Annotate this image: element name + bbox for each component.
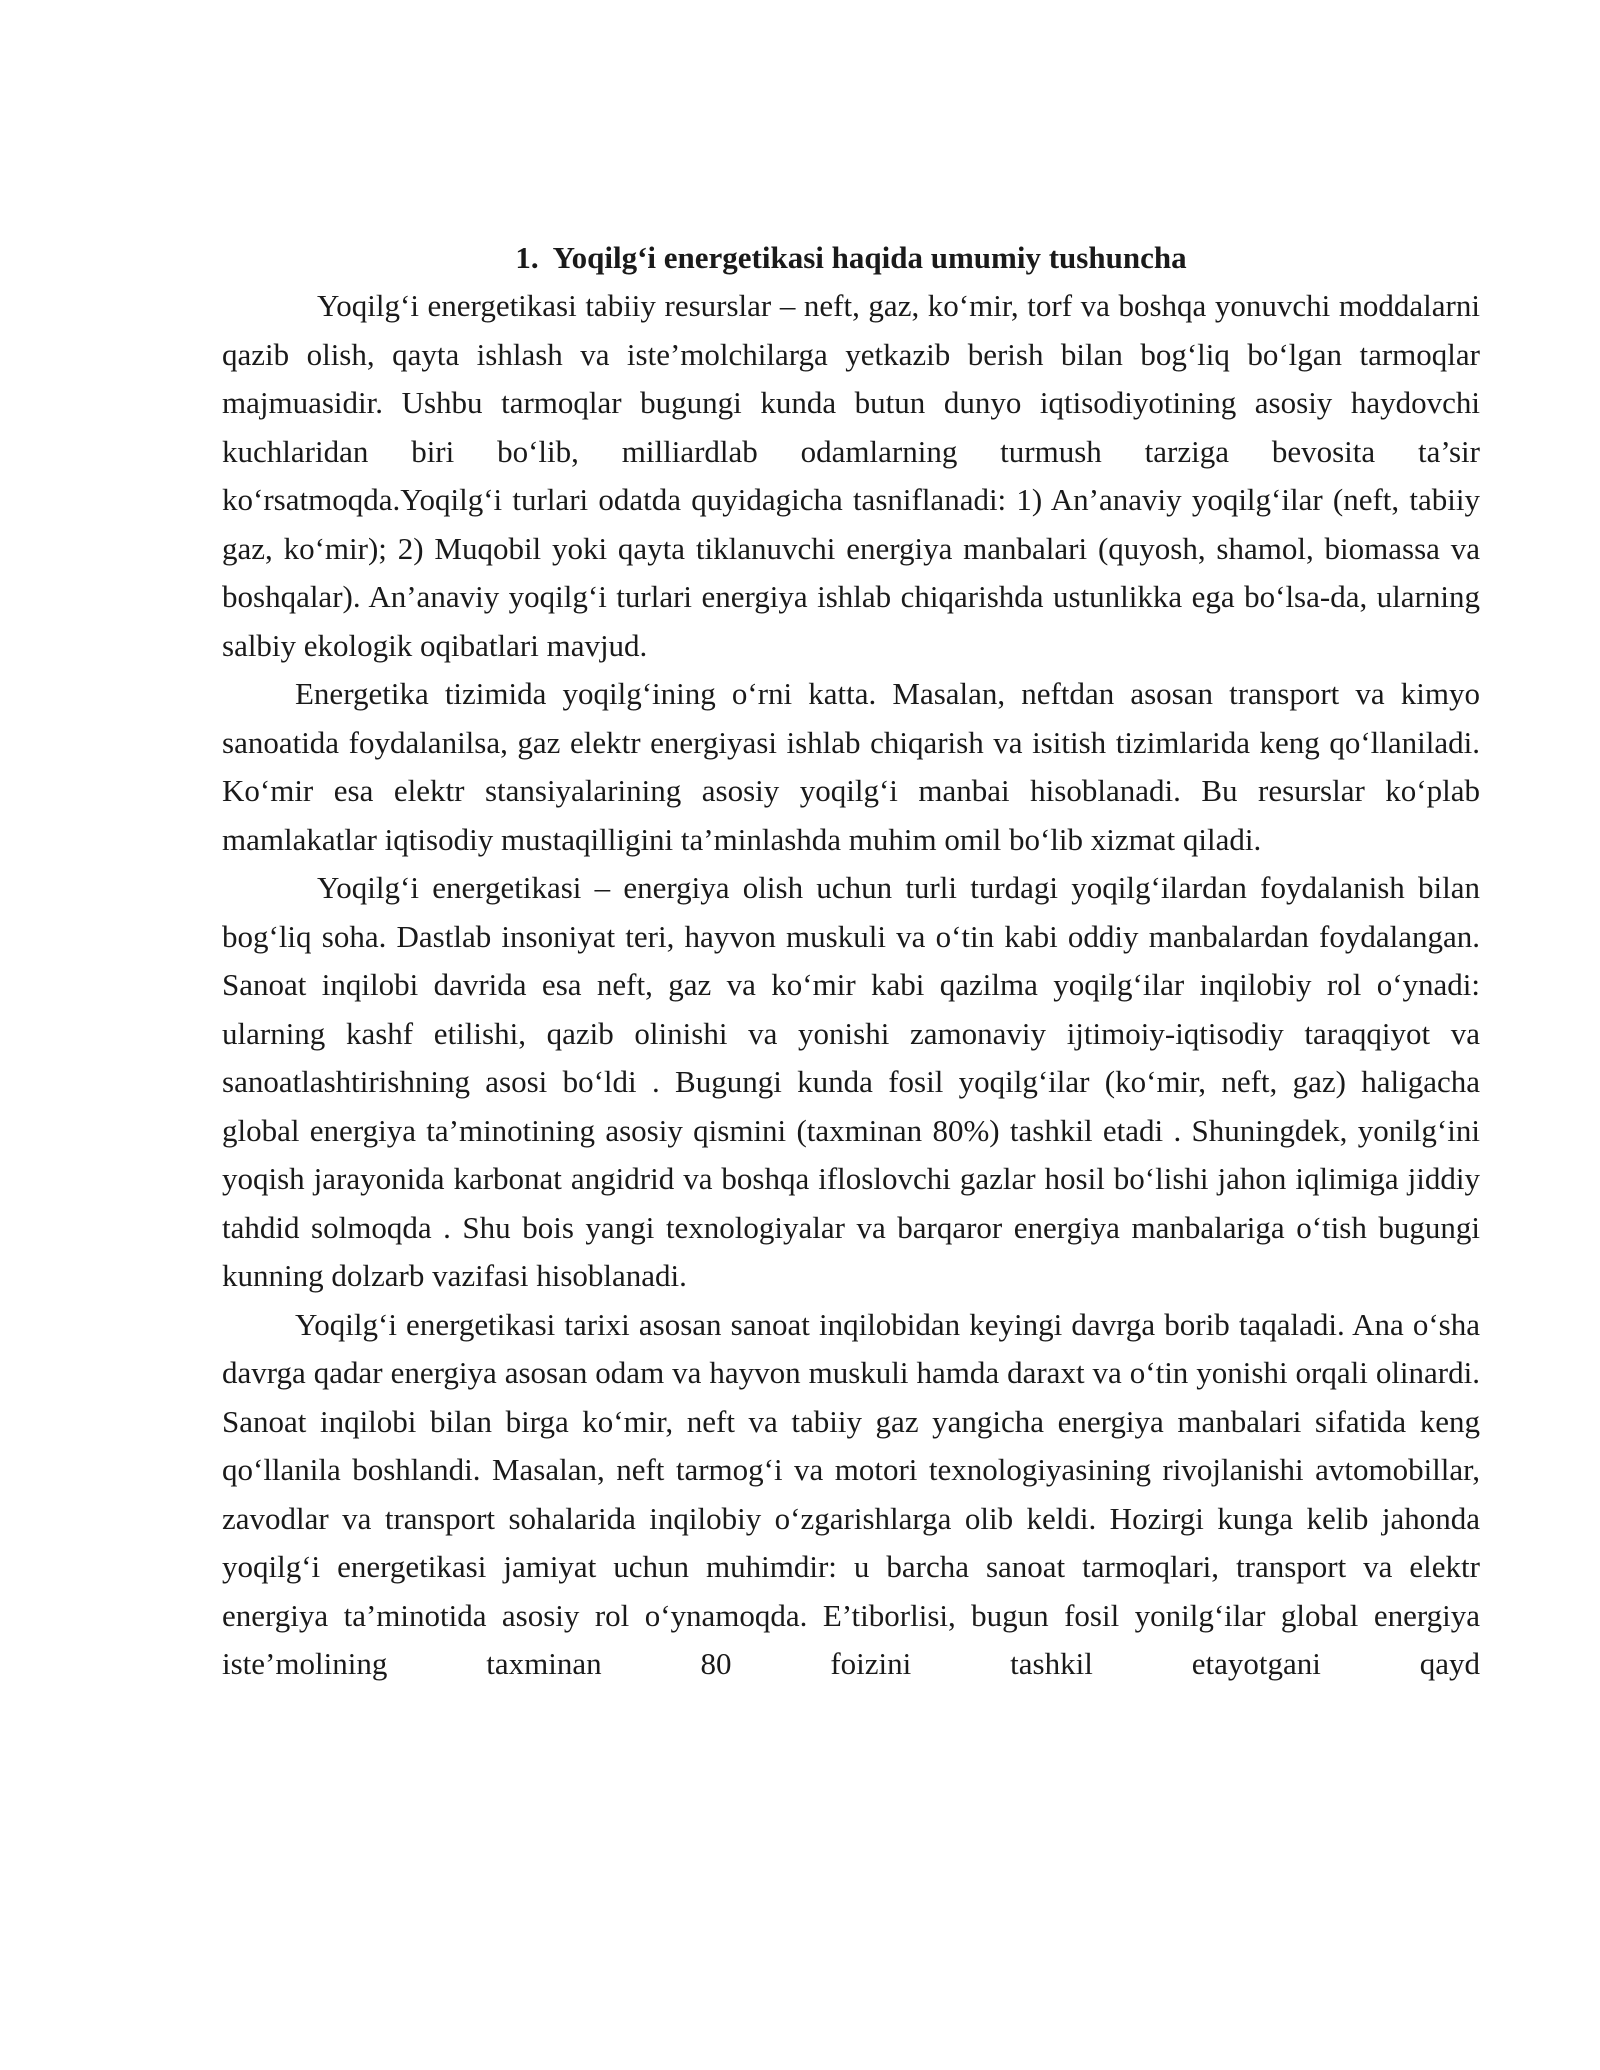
section-number: 1. <box>515 240 539 275</box>
paragraph-history: Yoqilg‘i energetikasi tarixi asosan sanoat inqilobidan keyingi davrga borib taqaladi. Ana o‘sha davrga qadar energiya asosan odam va hayvon muskuli hamda daraxt va o‘tin yonishi orqali olinardi. Sanoat inqilobi bilan birga ko‘mir, neft va tabiiy gaz yangicha energiya manbalari sifatida keng qo‘llanila boshlandi. Masalan, neft tarmog‘i va motori texnologiyasining rivojlanishi avtomobillar, zavodlar va transport sohalarida inqilobiy o‘zgarishlarga olib keldi. Hozirgi kunga kelib jahonda yoqilg‘i energetikasi jamiyat uchun muhimdir: u barcha sanoat tarmoqlari, transport va elektr energiya ta’minotida asosiy rol o‘ynamoqda. E’tiborlisi, bugun fosil yonilg‘ilar global energiya iste’molining taxminan 80 foizini tashkil etayotgani qayd <box>222 1306 1480 1681</box>
section-heading <box>222 236 1480 280</box>
paragraph-definition: Yoqilg‘i energetikasi tabiiy resurslar – neft, gaz, ko‘mir, torf va boshqa yonuvchi moddalarni qazib olish, qayta ishlash va iste’molchilarga yetkazib berish bilan bog‘liq bo‘lgan tarmoqlar majmuasidir. Ushbu tarmoqlar bugungi kunda butun dunyo iqtisodiyotining asosiy haydovchi kuchlaridan biri bo‘lib, milliardlab odamlarning turmush tarziga bevosita ta’sir ko‘rsatmoqda.Yoqilg‘i turlari odatda quyidagicha tasniflanadi: 1) An’anaviy yoqilg‘ilar (neft, tabiiy gaz, ko‘mir); 2) Muqobil yoki qayta tiklanuvchi energiya manbalari (quyosh, shamol, biomassa va boshqalar). An’anaviy yoqilg‘i turlari energiya ishlab chiqarishda ustunlikka ega bo‘lsa-da, ularning salbiy ekologik oqibatlari mavjud. <box>222 288 1480 663</box>
paragraph-fuel-energy-overview: Yoqilg‘i energetikasi – energiya olish uchun turli turdagi yoqilg‘ilardan foydalanish bilan bog‘liq soha. Dastlab insoniyat teri, hayvon muskuli va o‘tin kabi oddiy manbalardan foydalangan. Sanoat inqilobi davrida esa neft, gaz va ko‘mir kabi qazilma yoqilg‘ilar inqilobiy rol o‘ynadi: ularning kashf etilishi, qazib olinishi va yonishi zamonaviy ijtimoiy-iqtisodiy taraqqiyot va sanoatlashtirishning asosi bo‘ldi . Bugungi kunda fosil yoqilg‘ilar (ko‘mir, neft, gaz) haligacha global energiya ta’minotining asosiy qismini (taxminan 80%) tashkil etadi . Shuningdek, yonilg‘ini yoqish jarayonida karbonat angidrid va boshqa ifloslovchi gazlar hosil bo‘lishi jahon iqlimiga jiddiy tahdid solmoqda . Shu bois yangi texnologiyalar va barqaror energiya manbalariga o‘tish bugungi kunning dolzarb vazifasi hisoblanadi. <box>222 870 1480 1293</box>
document-body <box>222 236 1480 1689</box>
paragraph-role-in-energy-system: Energetika tizimida yoqilg‘ining o‘rni katta. Masalan, neftdan asosan transport va kimyo sanoatida foydalanilsa, gaz elektr energiyasi ishlab chiqarish va isitish tizimlarida keng qo‘llaniladi. Ko‘mir esa elektr stansiyalarining asosiy yoqilg‘i manbai hisoblanadi. Bu resurslar ko‘plab mamlakatlar iqtisodiy mustaqilligini ta’minlashda muhim omil bo‘lib xizmat qiladi. <box>222 676 1480 857</box>
section-title: Yoqilg‘i energetikasi haqida umumiy tushuncha <box>552 240 1187 275</box>
